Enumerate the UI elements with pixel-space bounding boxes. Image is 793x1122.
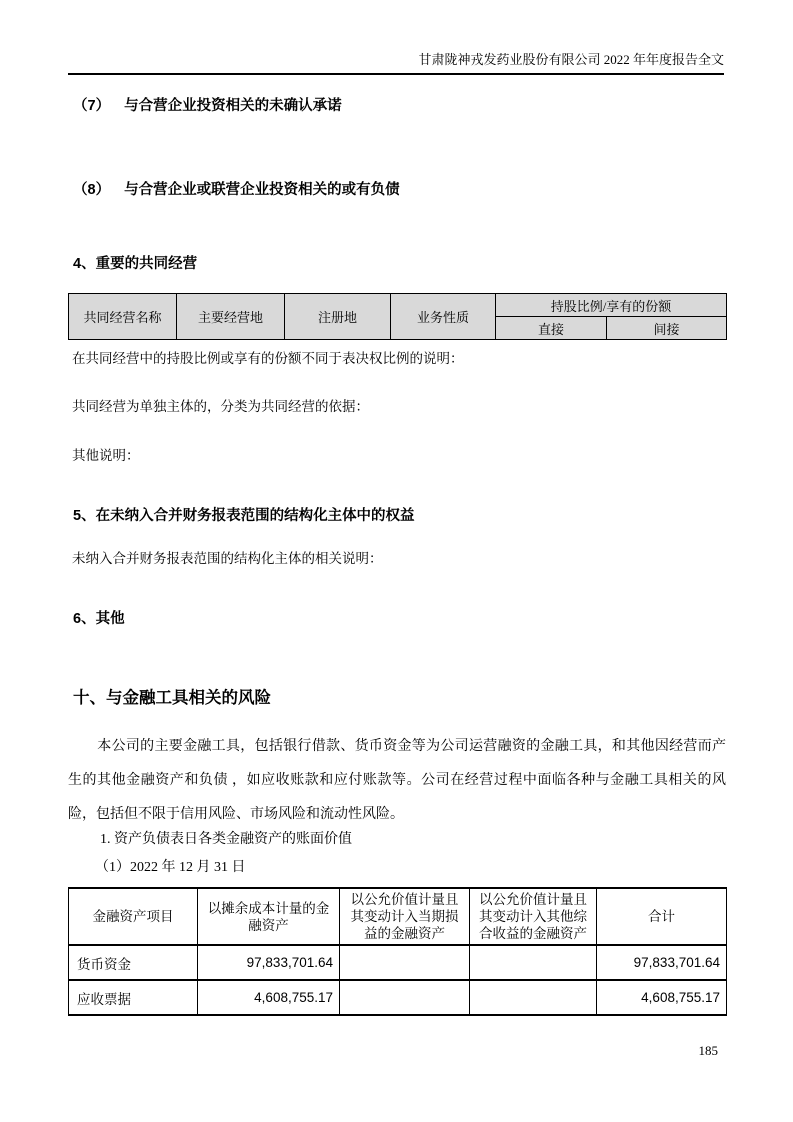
table-row-notes-receivable [69,980,727,1015]
joint-table-header-row-1 [69,294,727,317]
fvoci-value [470,980,597,1015]
note-joint-share: 在共同经营中的持股比例或享有的份额不同于表决权比例的说明： [72,351,464,366]
fin-col-item: 金融资产项目 [69,888,198,945]
fin-col-amortized-cost: 以摊余成本计量的金融资产 [198,888,340,945]
sub-item-1: 1. 资产负债表日各类金融资产的账面价值 [100,832,352,847]
note-structured-entity: 未纳入合并财务报表范围的结构化主体的相关说明： [72,551,383,566]
heading-8-number: （8） [73,182,111,198]
heading-5-structured-entities: 5、在未纳入合并财务报表范围的结构化主体中的权益 [73,508,415,524]
joint-operations-table [68,293,727,340]
fin-col-fvoci: 以公允价值计量且其变动计入其他综合收益的金融资产 [470,888,597,945]
total-value: 4,608,755.17 [597,980,727,1015]
fvtpl-value [340,945,470,980]
row-label: 应收票据 [69,980,198,1015]
joint-col-shareholding: 持股比例/享有的份额 [496,294,727,317]
risk-paragraph-text: 本公司的主要金融工具，包括银行借款、货币资金等为公司运营融资的金融工具，和其他因经营而产生的其他金融资产和负债 ，如应收账款和应付账款等。公司在经营过程中面临各种与金融工具相关的风险，包括但不限于信用风险、市场风险和流动性风险。 [68,739,726,822]
page-header-title: 甘肃陇神戎发药业股份有限公司 2022 年年度报告全文 [68,50,724,75]
heading-10-financial-instrument-risk: 十、与金融工具相关的风险 [73,689,271,707]
heading-8 [73,180,400,201]
joint-col-place: 主要经营地 [177,294,285,340]
page-number: 185 [698,1043,718,1058]
heading-8-text: 与合营企业或联营企业投资相关的或有负债 [124,182,400,198]
row-label: 货币资金 [69,945,198,980]
note-joint-entity: 共同经营为单独主体的，分类为共同经营的依据： [72,399,369,414]
heading-4-joint-operations: 4、重要的共同经营 [73,256,198,272]
fvtpl-value [340,980,470,1015]
joint-col-business: 业务性质 [391,294,496,340]
heading-7-number: （7） [73,98,111,114]
fvoci-value [470,945,597,980]
joint-col-indirect: 间接 [607,317,727,340]
heading-6-other: 6、其他 [73,611,125,627]
joint-col-registration: 注册地 [285,294,391,340]
sub-item-2-date: （1）2022 年 12 月 31 日 [95,860,246,875]
joint-col-direct: 直接 [496,317,607,340]
fin-table-header-row [69,888,727,945]
note-other: 其他说明： [72,448,140,463]
fin-col-fvtpl: 以公允价值计量且其变动计入当期损益的金融资产 [340,888,470,945]
total-value: 97,833,701.64 [597,945,727,980]
table-row-monetary-funds [69,945,727,980]
amortized-cost-value: 4,608,755.17 [198,980,340,1015]
risk-paragraph [68,730,726,832]
amortized-cost-value: 97,833,701.64 [198,945,340,980]
joint-col-name: 共同经营名称 [69,294,177,340]
fin-col-total: 合计 [597,888,727,945]
financial-assets-table [68,887,727,1016]
heading-7 [73,96,342,117]
heading-7-text: 与合营企业投资相关的未确认承诺 [124,98,342,114]
